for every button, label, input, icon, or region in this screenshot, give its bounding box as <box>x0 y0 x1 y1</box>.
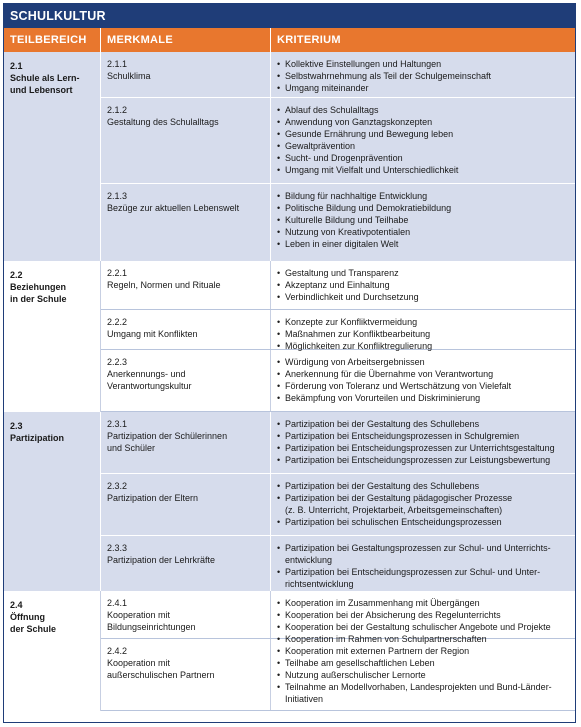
kriterium-item: • Ablauf des Schulalltags <box>277 104 571 116</box>
merkmal-name: Kooperation mit Bildungseinrichtungen <box>107 610 196 632</box>
kriterium-item: • Partizipation bei Entscheidungsprozessen zur Unterrichtsgestaltung <box>277 442 571 454</box>
kriterium-cell <box>271 474 575 535</box>
kriterium-list <box>277 418 571 466</box>
merkmal-number: 2.3.3 <box>107 543 128 553</box>
kriterium-cell <box>271 261 575 309</box>
table-row <box>101 536 575 591</box>
teilbereich-number: 2.3 <box>10 421 23 431</box>
kriterium-item: • Kooperation bei der Gestaltung schulischer Angebote und Projekte <box>277 621 571 633</box>
merkmal-rows <box>101 412 575 591</box>
kriterium-item: • Sucht- und Drogenprävention <box>277 152 571 164</box>
kriterium-list <box>277 190 571 250</box>
kriterium-cell <box>271 639 575 710</box>
kriterium-item: • Gewaltprävention <box>277 140 571 152</box>
kriterium-item: • Leben in einer digitalen Welt <box>277 238 571 250</box>
kriterium-list <box>277 356 571 404</box>
merkmal-rows <box>101 261 575 412</box>
merkmal-number: 2.3.1 <box>107 419 128 429</box>
merkmal-cell <box>101 310 271 349</box>
table-row <box>101 184 575 261</box>
kriterium-item: • Partizipation bei Gestaltungsprozessen zur Schul- und Unterrichts- entwicklung <box>277 542 571 566</box>
merkmal-name: Schulklima <box>107 71 151 81</box>
table-title: SCHULKULTUR <box>4 4 575 28</box>
kriterium-list <box>277 316 571 352</box>
merkmal-cell <box>101 52 271 97</box>
table-row <box>101 350 575 412</box>
teilbereich-group <box>4 261 575 412</box>
table-row <box>101 474 575 536</box>
kriterium-item: • Kooperation im Rahmen von Schulpartnerschaften <box>277 633 571 645</box>
kriterium-item: • Kollektive Einstellungen und Haltungen <box>277 58 571 70</box>
schulkultur-table <box>3 3 576 723</box>
teilbereich-cell <box>4 591 101 711</box>
kriterium-item: • Partizipation bei Entscheidungsprozessen zur Schul- und Unter- richtsentwicklung <box>277 566 571 590</box>
kriterium-item: • Partizipation bei der Gestaltung des Schullebens <box>277 480 571 492</box>
merkmal-cell <box>101 591 271 638</box>
kriterium-item: • Partizipation bei der Gestaltung des Schullebens <box>277 418 571 430</box>
table-row <box>101 310 575 350</box>
teilbereich-cell <box>4 412 101 591</box>
merkmal-name: Umgang mit Konflikten <box>107 329 198 339</box>
merkmal-cell <box>101 536 271 591</box>
table-row <box>101 261 575 310</box>
kriterium-item: • Verbindlichkeit und Durchsetzung <box>277 291 571 303</box>
kriterium-item: • Partizipation bei Entscheidungsprozessen zur Leistungsbewertung <box>277 454 571 466</box>
merkmal-name: Regeln, Normen und Rituale <box>107 280 221 290</box>
kriterium-item: • Partizipation bei schulischen Entscheidungsprozessen <box>277 516 571 528</box>
kriterium-item: • Anerkennung für die Übernahme von Verantwortung <box>277 368 571 380</box>
kriterium-list <box>277 104 571 176</box>
table-row <box>101 591 575 644</box>
merkmal-cell <box>101 98 271 183</box>
kriterium-item: • Nutzung außerschulischer Lernorte <box>277 669 571 681</box>
merkmal-number: 2.4.1 <box>107 598 128 608</box>
merkmal-number: 2.4.2 <box>107 646 128 656</box>
kriterium-item: • Selbstwahrnehmung als Teil der Schulgemeinschaft <box>277 70 571 82</box>
merkmal-cell <box>101 639 271 710</box>
kriterium-cell <box>271 412 575 473</box>
table-row <box>101 52 575 98</box>
kriterium-list <box>277 645 571 705</box>
merkmal-name: Gestaltung des Schulalltags <box>107 117 219 127</box>
kriterium-item: • Partizipation bei Entscheidungsprozessen in Schulgremien <box>277 430 571 442</box>
kriterium-item: • Kooperation mit externen Partnern der Region <box>277 645 571 657</box>
teilbereich-group <box>4 591 575 711</box>
merkmal-cell <box>101 412 271 473</box>
kriterium-cell <box>271 184 575 261</box>
merkmal-name: Anerkennungs- und Verantwortungskultur <box>107 369 192 391</box>
kriterium-item: • Förderung von Toleranz und Wertschätzung von Vielefalt <box>277 380 571 392</box>
merkmal-name: Partizipation der Lehrkräfte <box>107 555 216 565</box>
kriterium-item: • Anwendung von Ganztagskonzepten <box>277 116 571 128</box>
kriterium-item: • Maßnahmen zur Konfliktbearbeitung <box>277 328 571 340</box>
teilbereich-group <box>4 412 575 591</box>
kriterium-list <box>277 542 571 590</box>
teilbereich-name: Öffnung der Schule <box>10 612 57 634</box>
merkmal-number: 2.2.1 <box>107 268 128 278</box>
kriterium-item: • Umgang miteinander <box>277 82 571 94</box>
merkmal-number: 2.2.3 <box>107 357 128 367</box>
kriterium-item: • Politische Bildung und Demokratiebildung <box>277 202 571 214</box>
merkmal-cell <box>101 261 271 309</box>
kriterium-item: • Kooperation im Zusammenhang mit Übergängen <box>277 597 571 609</box>
kriterium-item: • Kulturelle Bildung und Teilhabe <box>277 214 571 226</box>
merkmal-cell <box>101 184 271 261</box>
merkmal-cell <box>101 474 271 535</box>
kriterium-cell <box>271 52 575 97</box>
kriterium-cell <box>271 591 575 644</box>
kriterium-list <box>277 597 571 645</box>
merkmal-number: 2.2.2 <box>107 317 128 327</box>
kriterium-item: • Würdigung von Arbeitsergebnissen <box>277 356 571 368</box>
kriterium-item: • Konzepte zur Konfliktvermeidung <box>277 316 571 328</box>
kriterium-item: • Nutzung von Kreativpotentialen <box>277 226 571 238</box>
header-kriterium: KRITERIUM <box>277 34 341 46</box>
header-merkmale: MERKMALE <box>101 28 271 52</box>
kriterium-list <box>277 480 571 528</box>
teilbereich-number: 2.1 <box>10 61 23 71</box>
kriterium-item: • Teilnahme an Modellvorhaben, Landesprojekten und Bund-Länder- Initiativen <box>277 681 571 705</box>
kriterium-item: • Möglichkeiten zur Konfliktregulierung <box>277 340 571 352</box>
teilbereich-cell <box>4 261 101 412</box>
kriterium-cell <box>271 350 575 411</box>
merkmal-name: Partizipation der Eltern <box>107 493 199 503</box>
merkmal-number: 2.1.2 <box>107 105 128 115</box>
kriterium-list <box>277 58 571 94</box>
teilbereich-cell <box>4 52 101 261</box>
merkmal-rows <box>101 52 575 261</box>
table-row <box>101 639 575 711</box>
kriterium-item: • Gesunde Ernährung und Bewegung leben <box>277 128 571 140</box>
merkmal-number: 2.1.1 <box>107 59 128 69</box>
kriterium-cell <box>271 536 575 591</box>
kriterium-item: • Kooperation bei der Absicherung des Regelunterrichts <box>277 609 571 621</box>
kriterium-item: • Bekämpfung von Vorurteilen und Diskriminierung <box>277 392 571 404</box>
table-body <box>4 52 575 711</box>
kriterium-cell <box>271 98 575 183</box>
kriterium-item: • Umgang mit Vielfalt und Unterschiedlichkeit <box>277 164 571 176</box>
kriterium-item: • Bildung für nachhaltige Entwicklung <box>277 190 571 202</box>
table-row <box>101 98 575 184</box>
kriterium-cell <box>271 310 575 349</box>
header-teilbereich: TEILBEREICH <box>4 28 101 52</box>
teilbereich-number: 2.2 <box>10 270 23 280</box>
merkmal-number: 2.3.2 <box>107 481 128 491</box>
kriterium-item: • Partizipation bei der Gestaltung pädagogischer Prozesse (z. B. Unterricht, Projektarbeit, Arbeitsgemeinschaften) <box>277 492 571 516</box>
merkmal-rows <box>101 591 575 711</box>
teilbereich-group <box>4 52 575 261</box>
kriterium-item: • Gestaltung und Transparenz <box>277 267 571 279</box>
merkmal-number: 2.1.3 <box>107 191 128 201</box>
teilbereich-name: Partizipation <box>10 433 65 443</box>
merkmal-name: Kooperation mit außerschulischen Partnern <box>107 658 215 680</box>
kriterium-list <box>277 267 571 303</box>
table-row <box>101 412 575 474</box>
merkmal-name: Bezüge zur aktuellen Lebenswelt <box>107 203 240 213</box>
merkmal-name: Partizipation der Schülerinnen und Schüler <box>107 431 228 453</box>
kriterium-item: • Teilhabe am gesellschaftlichen Leben <box>277 657 571 669</box>
teilbereich-name: Beziehungen in der Schule <box>10 282 67 304</box>
teilbereich-number: 2.4 <box>10 600 23 610</box>
teilbereich-name: Schule als Lern- und Lebensort <box>10 73 80 95</box>
kriterium-item: • Akzeptanz und Einhaltung <box>277 279 571 291</box>
table-header <box>4 28 575 52</box>
merkmal-cell <box>101 350 271 411</box>
